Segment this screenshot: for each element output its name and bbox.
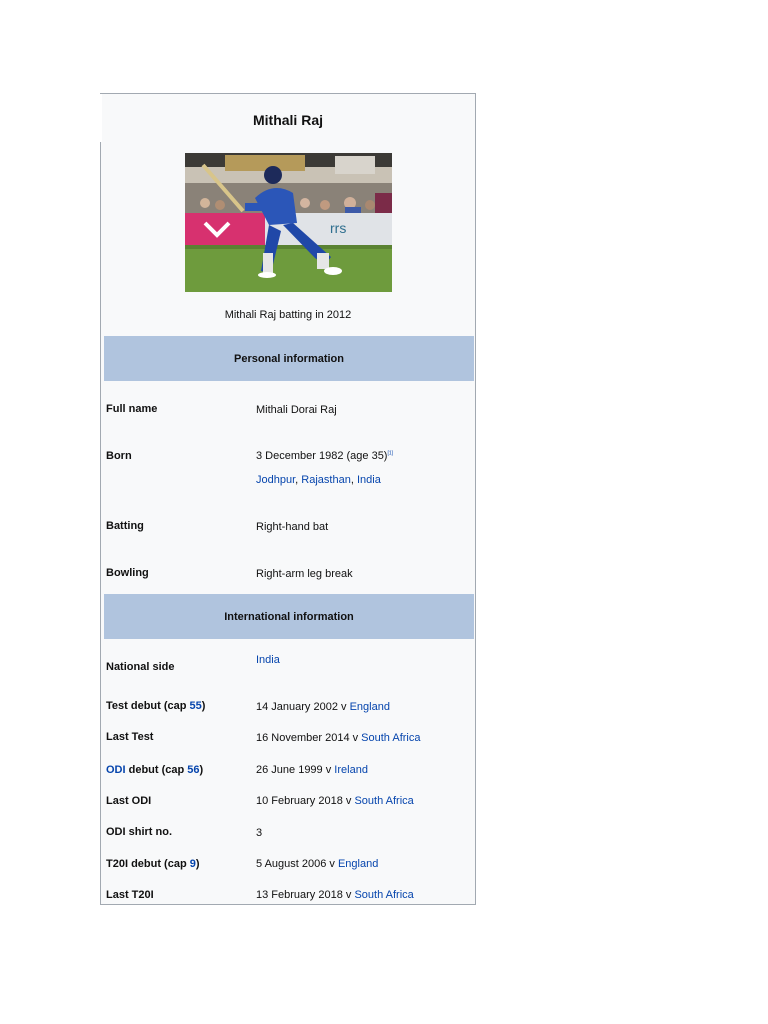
- born-city-link[interactable]: Jodhpur: [256, 474, 296, 486]
- t20i-debut-label: [106, 858, 200, 870]
- odi-debut-opponent-link[interactable]: Ireland: [334, 764, 368, 776]
- national-side-label: National side: [106, 661, 175, 673]
- odi-shirt-label: ODI shirt no.: [106, 826, 172, 838]
- player-photo[interactable]: [185, 153, 392, 292]
- test-debut-opponent-link[interactable]: England: [349, 701, 390, 713]
- t20i-debut-label-text: T20I debut (cap: [106, 858, 190, 870]
- bowling-label: Bowling: [106, 567, 149, 579]
- separator: ,: [295, 474, 302, 486]
- last-odi-label: Last ODI: [106, 795, 152, 807]
- odi-debut-date: 26 June 1999 v: [256, 764, 335, 776]
- t20i-debut-value: [256, 858, 378, 870]
- test-debut-label-text: Test debut (cap: [106, 700, 190, 712]
- section-header-international: [104, 594, 474, 639]
- section-header-label: Personal information: [233, 352, 345, 365]
- odi-debut-label: [106, 764, 203, 776]
- test-debut-value: [256, 701, 390, 713]
- full-name-value: Mithali Dorai Raj: [256, 404, 337, 416]
- test-debut-date: 14 January 2002 v: [256, 701, 350, 713]
- born-place: [256, 474, 381, 486]
- section-header-label: International information: [224, 610, 354, 623]
- player-photo-image: [185, 153, 392, 292]
- player-infobox: [100, 93, 476, 905]
- citation-link[interactable]: [1]: [387, 450, 394, 457]
- odi-cap-link[interactable]: 56: [187, 764, 200, 776]
- born-country-link[interactable]: India: [356, 474, 381, 486]
- label-close-paren: ): [201, 700, 206, 712]
- last-test-opponent-link[interactable]: South Africa: [361, 732, 421, 744]
- last-t20i-opponent-link[interactable]: South Africa: [354, 889, 414, 901]
- full-name-label: Full name: [106, 403, 158, 415]
- last-odi-value: [256, 795, 414, 807]
- t20i-cap-link[interactable]: 9: [189, 858, 196, 870]
- last-test-label: Last Test: [106, 731, 154, 743]
- born-date: [256, 450, 393, 462]
- label-close-paren: ): [195, 858, 200, 870]
- last-test-date: 16 November 2014 v: [256, 732, 362, 744]
- infobox-title: Mithali Raj: [252, 112, 323, 128]
- image-caption: Mithali Raj batting in 2012: [224, 309, 352, 321]
- odi-debut-label-text: debut (cap: [125, 764, 188, 776]
- bowling-value: Right-arm leg break: [256, 568, 353, 580]
- separator: ,: [350, 474, 357, 486]
- odi-shirt-value: 3: [256, 827, 263, 839]
- last-odi-opponent-link[interactable]: South Africa: [354, 795, 414, 807]
- t20i-debut-opponent-link[interactable]: England: [337, 858, 379, 870]
- batting-value: Right-hand bat: [256, 521, 329, 533]
- born-label: Born: [106, 450, 132, 462]
- last-test-value: [256, 732, 421, 744]
- born-date-text: 3 December 1982 (age 35): [256, 450, 388, 462]
- section-header-personal: [104, 336, 474, 381]
- t20i-debut-date: 5 August 2006 v: [256, 858, 338, 870]
- last-t20i-label: Last T20I: [106, 889, 154, 901]
- odi-debut-value: [256, 764, 368, 776]
- national-side-link[interactable]: India: [256, 654, 280, 666]
- last-t20i-date: 13 February 2018 v: [256, 889, 355, 901]
- batting-label: Batting: [106, 520, 144, 532]
- svg-text:rrs: rrs: [330, 220, 347, 236]
- test-cap-link[interactable]: 55: [189, 700, 202, 712]
- born-state-link[interactable]: Rajasthan: [301, 474, 351, 486]
- label-close-paren: ): [199, 764, 204, 776]
- last-odi-date: 10 February 2018 v: [256, 795, 355, 807]
- test-debut-label: [106, 700, 205, 712]
- last-t20i-value: [256, 889, 414, 901]
- odi-link[interactable]: ODI: [106, 764, 126, 776]
